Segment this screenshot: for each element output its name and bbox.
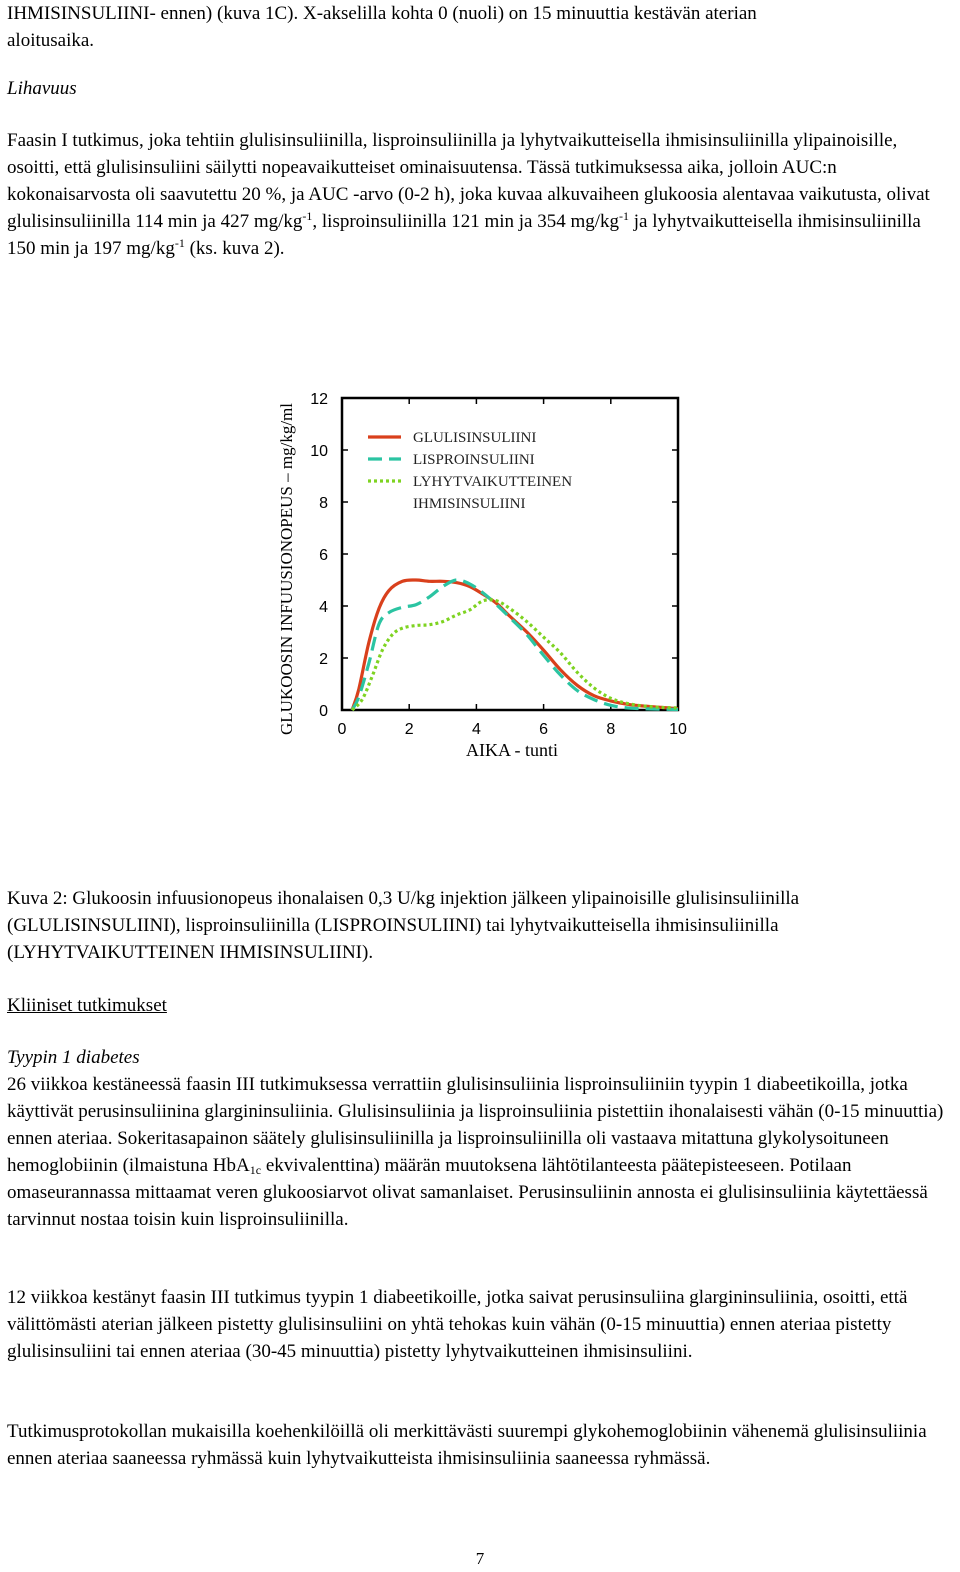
obesity-heading: Lihavuus — [7, 78, 77, 99]
series-line-glulisinsuliini — [352, 580, 678, 710]
legend-label: LYHYTVAIKUTTEINEN — [413, 474, 573, 490]
series-line-lyhytvaikutteinen-ihmisinsuliini — [352, 600, 678, 710]
legend-label: LISPROINSULIINI — [413, 452, 535, 468]
x-tick-label: 10 — [669, 721, 687, 738]
legend-label: IHMISINSULIINI — [413, 496, 526, 512]
x-tick-label: 6 — [539, 721, 549, 738]
series-line-lisproinsuliini — [352, 580, 678, 710]
clinical-paragraph-3: Tutkimusprotokollan mukaisilla koehenkilöillä oli merkittävästi suurempi glykohemoglobiinin vähenemä glulisinsuliinia ennen ateriaa saaneessa ryhmässä kuin lyhytvaikutteista ihmisinsuliinia saaneessa ryhmässä. — [7, 1421, 927, 1469]
x-tick-label: 4 — [471, 721, 481, 738]
intro-line-1: IHMISINSULIINI- ennen) (kuva 1C). X-akselilla kohta 0 (nuoli) on 15 minuuttia kestävän aterian — [7, 3, 757, 24]
x-tick-label: 0 — [337, 721, 347, 738]
y-tick-label: 6 — [319, 547, 328, 564]
x-axis-label: AIKA - tunti — [466, 740, 558, 760]
glucose-infusion-chart — [270, 360, 700, 770]
y-axis-label: GLUKOOSIN INFUUSIONOPEUS – mg/kg/ml — [277, 403, 296, 735]
clinical-paragraph-1: 26 viikkoa kestäneessä faasin III tutkimuksessa verrattiin glulisinsuliinia lisproinsuliiniin tyypin 1 diabeetikoilla, jotka käyttivät perusinsuliinina glargininsuliinia. Glulisinsuliinia ja lisproinsuliinia pistettiin ihonalaisesti vähän (0-15 minuuttia) ennen ateriaa. Sokeritasapainon säätely glulisinsuliinilla ja lisproinsuliinilla oli vastaava mitattuna glykolysoituneen hemoglobiinin (ilmaistuna HbA$_{1c}$ ekvivalenttina) määrän muutoksena lähtötilanteesta päätepisteeseen. Potilaan omaseurannassa mittaamat veren glukoosiarvot olivat samanlaiset. Perusinsuliinin annosta ei glulisinsuliinia käytettäessä tarvinnut nostaa toisin kuin lisproinsuliinilla. — [7, 1074, 944, 1230]
y-tick-label: 0 — [319, 703, 328, 720]
y-tick-label: 10 — [310, 443, 328, 460]
y-tick-label: 12 — [310, 391, 328, 408]
y-tick-label: 2 — [319, 651, 328, 668]
y-tick-label: 4 — [319, 599, 328, 616]
page-number: 7 — [475, 1549, 485, 1568]
obesity-paragraph: Faasin I tutkimus, joka tehtiin glulisinsuliinilla, lisproinsuliinilla ja lyhytvaikutteisella ihmisinsuliinilla ylipainoisille, osoitti, että glulisinsuliini säilytti nopeavaikutteiset ominaisuutensa. Tässä tutkimuksessa aika, jolloin AUC:n kokonaisarvosta oli saavutettu 20 %, ja AUC -arvo (0-2 h), joka kuvaa alkuvaiheen glukoosia alentavaa vaikutusta, olivat glulisinsuliinilla 114 min ja 427 $mg/kg^{-1}$, lisproinsuliinilla 121 min ja 354 $mg/kg^{-1}$ ja lyhytvaikutteisella ihmisinsuliinilla 150 min ja 197 $mg/kg^{-1}$ (ks. kuva 2). — [7, 130, 930, 259]
y-tick-label: 8 — [319, 495, 328, 512]
x-tick-label: 2 — [404, 721, 414, 738]
x-tick-label: 8 — [606, 721, 616, 738]
figure-caption: Kuva 2: Glukoosin infuusionopeus ihonalaisen 0,3 U/kg injektion jälkeen ylipainoisille glulisinsuliinilla (GLULISINSULIINI), lisproinsuliinilla (LISPROINSULIINI) tai lyhytvaikutteisella ihmisinsuliinilla (LYHYTVAIKUTTEINEN IHMISINSULIINI). — [7, 888, 800, 963]
clinical-heading: Kliiniset tutkimukset — [7, 995, 167, 1016]
legend-label: GLULISINSULIINI — [413, 430, 537, 446]
type1-subheading: Tyypin 1 diabetes — [7, 1047, 140, 1068]
intro-line-2: aloitusaika. — [7, 30, 95, 51]
clinical-paragraph-2: 12 viikkoa kestänyt faasin III tutkimus tyypin 1 diabeetikoille, jotka saivat perusinsuliina glargininsuliinia, osoitti, että välittömästi aterian jälkeen pistetty glulisinsuliini on yhtä tehokas kuin vähän (0-15 minuuttia) ennen ateriaa pistetty glulisinsuliini tai ennen ateriaa (30-45 minuuttia) pistetty lyhytvaikutteinen ihmisinsuliini. — [7, 1287, 908, 1362]
